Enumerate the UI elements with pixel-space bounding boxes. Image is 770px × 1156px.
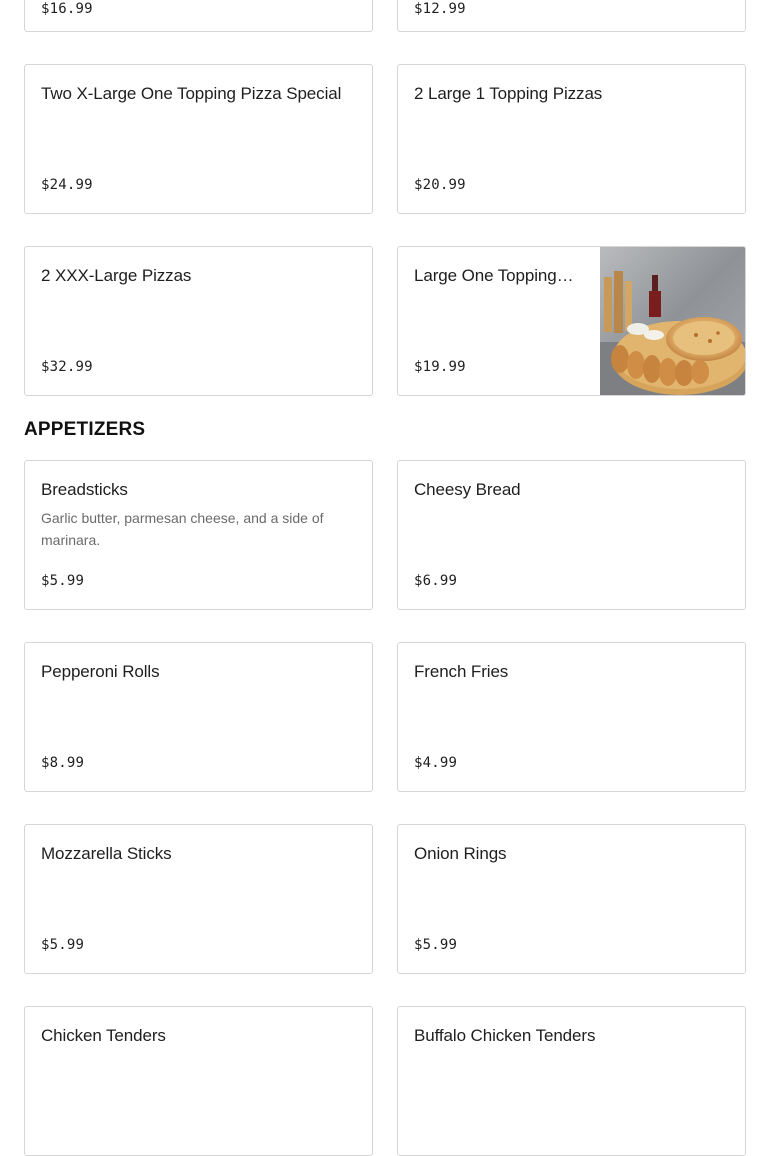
menu-item-card[interactable] bbox=[397, 0, 746, 32]
item-price: $5.99 bbox=[41, 573, 85, 589]
item-title: Buffalo Chicken Tenders bbox=[414, 1026, 596, 1045]
item-price: $6.99 bbox=[414, 573, 458, 589]
item-price: $12.99 bbox=[414, 1, 466, 17]
menu-item-card[interactable] bbox=[397, 1006, 746, 1156]
menu-item-card[interactable] bbox=[24, 64, 373, 214]
menu-item-card[interactable] bbox=[24, 1006, 373, 1156]
menu-item-card[interactable] bbox=[397, 64, 746, 214]
item-title: 2 XXX-Large Pizzas bbox=[41, 266, 192, 285]
item-title: Two X-Large One Topping Pizza Special bbox=[41, 84, 342, 103]
item-description: Garlic butter, parmesan cheese, and a side of marinara. bbox=[41, 510, 324, 548]
menu-item-card[interactable] bbox=[397, 246, 746, 396]
item-title: French Fries bbox=[414, 662, 509, 681]
pizza-and-breadsticks-photo bbox=[600, 247, 745, 395]
item-price: $16.99 bbox=[41, 1, 93, 17]
item-price: $8.99 bbox=[41, 755, 85, 771]
item-price: $32.99 bbox=[41, 359, 93, 375]
item-title: Onion Rings bbox=[414, 844, 507, 863]
menu-item-card[interactable] bbox=[397, 824, 746, 974]
item-price: $5.99 bbox=[414, 937, 458, 953]
item-price: $4.99 bbox=[414, 755, 458, 771]
item-price: $24.99 bbox=[41, 177, 93, 193]
menu-item-card[interactable] bbox=[24, 246, 373, 396]
item-price: $20.99 bbox=[414, 177, 466, 193]
item-title: Chicken Tenders bbox=[41, 1026, 166, 1045]
section-heading-appetizers: APPETIZERS bbox=[24, 419, 146, 440]
item-title: Pepperoni Rolls bbox=[41, 662, 160, 681]
item-price: $5.99 bbox=[41, 937, 85, 953]
menu-item-card[interactable] bbox=[24, 824, 373, 974]
menu-item-card[interactable] bbox=[24, 0, 373, 32]
item-title: Large One Topping… bbox=[414, 266, 574, 285]
menu-item-card[interactable] bbox=[397, 460, 746, 610]
item-title: Cheesy Bread bbox=[414, 480, 521, 499]
menu-item-card[interactable] bbox=[24, 642, 373, 792]
item-title: Breadsticks bbox=[41, 480, 128, 499]
menu-item-card[interactable] bbox=[24, 460, 373, 610]
menu-item-card[interactable] bbox=[397, 642, 746, 792]
item-price: $19.99 bbox=[414, 359, 466, 375]
item-title: 2 Large 1 Topping Pizzas bbox=[414, 84, 603, 103]
item-title: Mozzarella Sticks bbox=[41, 844, 172, 863]
